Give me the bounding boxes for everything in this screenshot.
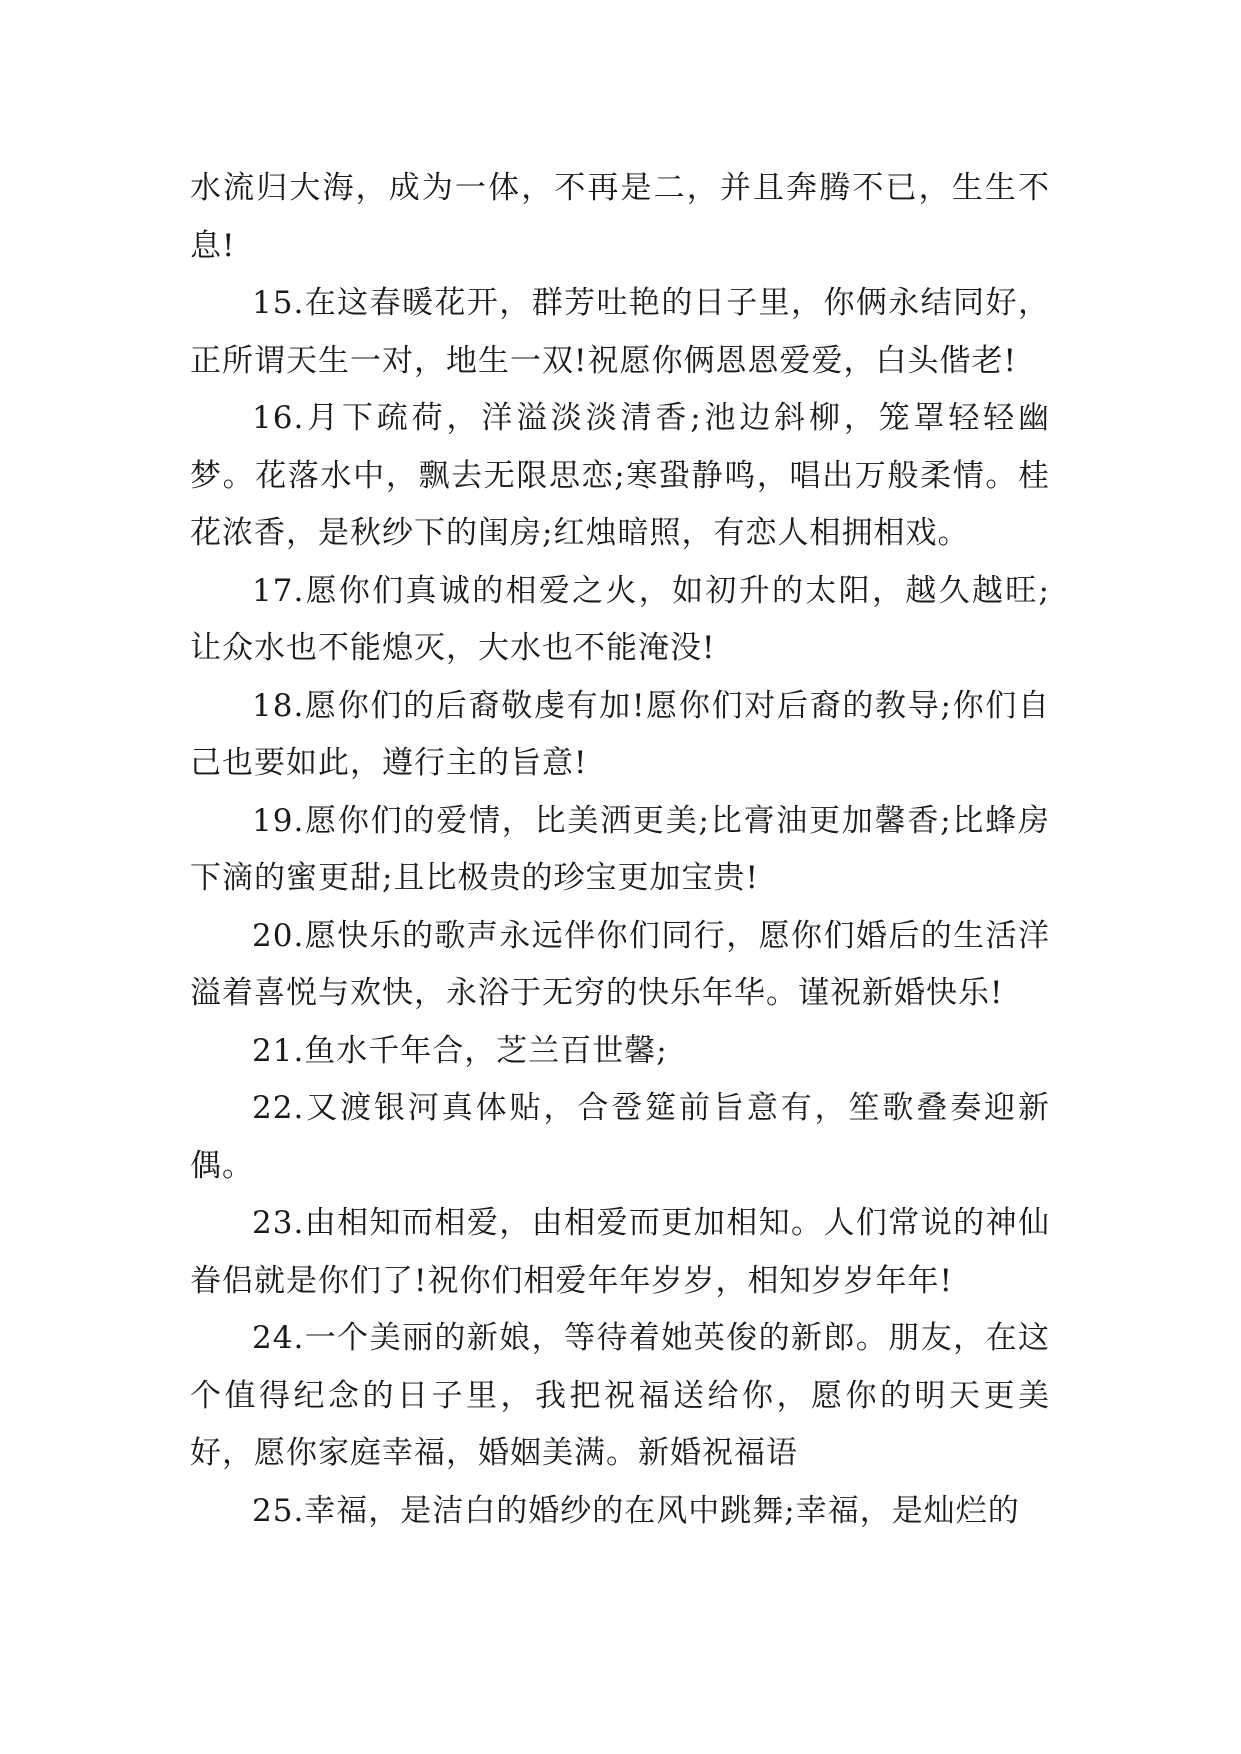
paragraph-22: 22.又渡银河真体贴，合卺筵前旨意有，笙歌叠奏迎新偶。 [190, 1090, 1050, 1184]
paragraph-16: 16.月下疏荷，洋溢淡淡清香;池边斜柳，笼罩轻轻幽梦。花落水中，飘去无限思恋;寒蛩静鸣，唱出万般柔情。桂花浓香，是秋纱下的闺房;红烛暗照，有恋人相拥相戏。 [190, 400, 1050, 551]
paragraph-18: 18.愿你们的后裔敬虔有加!愿你们对后裔的教导;你们自己也要如此，遵行主的旨意! [190, 687, 1050, 781]
document-body [190, 160, 1050, 1540]
paragraph-continuation: 水流归大海，成为一体，不再是二，并且奔腾不已，生生不息! [190, 170, 1050, 264]
paragraph-25: 25.幸福，是洁白的婚纱的在风中跳舞;幸福，是灿烂的 [252, 1492, 1020, 1529]
paragraph-19: 19.愿你们的爱情，比美洒更美;比膏油更加馨香;比蜂房下滴的蜜更甜;且比极贵的珍宝更加宝贵! [190, 802, 1050, 896]
paragraph-24: 24.一个美丽的新娘，等待着她英俊的新郎。朋友，在这个值得纪念的日子里，我把祝福送给你，愿你的明天更美好，愿你家庭幸福，婚姻美满。新婚祝福语 [190, 1320, 1050, 1471]
paragraph-17: 17.愿你们真诚的相爱之火，如初升的太阳，越久越旺;让众水也不能熄灭，大水也不能淹没! [190, 572, 1050, 666]
paragraph-23: 23.由相知而相爱，由相爱而更加相知。人们常说的神仙眷侣就是你们了!祝你们相爱年年岁岁，相知岁岁年年! [190, 1205, 1050, 1299]
paragraph-15: 15.在这春暖花开，群芳吐艳的日子里，你俩永结同好，正所谓天生一对，地生一双!祝愿你俩恩恩爱爱，白头偕老! [190, 285, 1050, 379]
paragraph-20: 20.愿快乐的歌声永远伴你们同行，愿你们婚后的生活洋溢着喜悦与欢快，永浴于无穷的快乐年华。谨祝新婚快乐! [190, 917, 1050, 1011]
paragraph-21: 21.鱼水千年合，芝兰百世馨; [252, 1032, 668, 1069]
